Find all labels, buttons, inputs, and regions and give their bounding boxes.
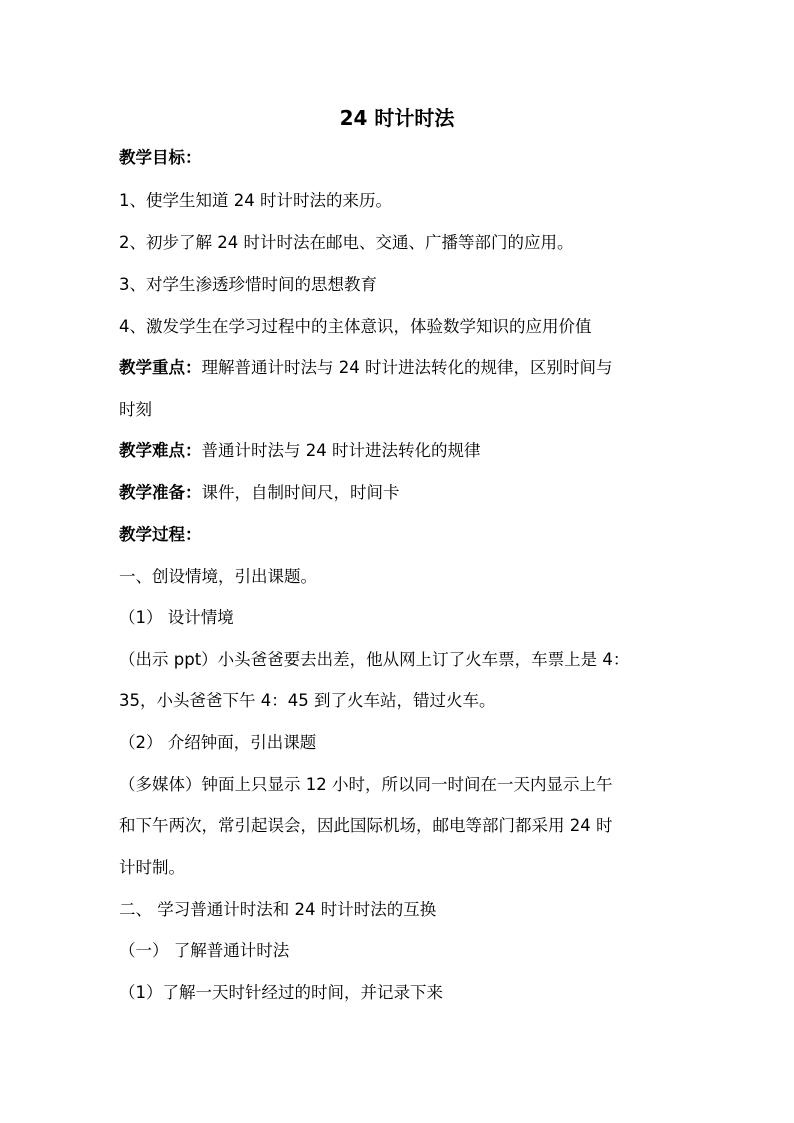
subsection-4: （1）了解一天时针经过的时间，并记录下来 bbox=[119, 983, 443, 1002]
paragraph-2-line-2: 和下午两次，常引起误会，因此国际机场，邮电等部门都采用 24 时 bbox=[119, 816, 613, 835]
subsection-3: （一） 了解普通计时法 bbox=[119, 941, 290, 960]
document-title: 24 时计时法 bbox=[339, 106, 455, 130]
preparation-line bbox=[119, 481, 699, 505]
subsection-1: （1） 设计情境 bbox=[119, 608, 234, 627]
preparation-text: 课件，自制时间尺，时间卡 bbox=[201, 483, 400, 502]
section-2-heading: 二、 学习普通计时法和 24 时计时法的互换 bbox=[119, 900, 437, 919]
objective-item-3: 3、对学生渗透珍惜时间的思想教育 bbox=[119, 275, 377, 294]
key-point-label: 教学重点： bbox=[119, 358, 202, 377]
objectives-heading: 教学目标： bbox=[119, 148, 202, 167]
subsection-2: （2） 介绍钟面，引出课题 bbox=[119, 733, 317, 752]
difficulty-text: 普通计时法与 24 时计进法转化的规律 bbox=[201, 441, 481, 460]
objective-item-1: 1、使学生知道 24 时计时法的来历。 bbox=[119, 191, 392, 210]
paragraph-2-line-3: 计时制。 bbox=[119, 858, 185, 877]
paragraph-1-line-1: （出示 ppt）小头爸爸要去出差，他从网上订了火车票，车票上是 4： bbox=[119, 650, 630, 669]
difficulty-label: 教学难点： bbox=[119, 441, 202, 460]
paragraph-2-line-1: （多媒体）钟面上只显示 12 小时，所以同一时间在一天内显示上午 bbox=[119, 775, 613, 794]
process-heading: 教学过程： bbox=[119, 525, 202, 544]
difficulty-line bbox=[119, 439, 699, 463]
paragraph-1-line-2: 35，小头爸爸下午 4：45 到了火车站，错过火车。 bbox=[119, 691, 496, 710]
key-point-line bbox=[119, 356, 699, 380]
key-point-text: 理解普通计时法与 24 时计进法转化的规律，区别时间与 bbox=[201, 358, 613, 377]
objective-item-2: 2、初步了解 24 时计时法在邮电、交通、广播等部门的应用。 bbox=[119, 233, 574, 252]
objective-item-4: 4、激发学生在学习过程中的主体意识，体验数学知识的应用价值 bbox=[119, 317, 592, 336]
key-point-continuation: 时刻 bbox=[119, 400, 152, 419]
preparation-label: 教学准备： bbox=[119, 483, 202, 502]
section-1-heading: 一、创设情境，引出课题。 bbox=[119, 567, 317, 586]
